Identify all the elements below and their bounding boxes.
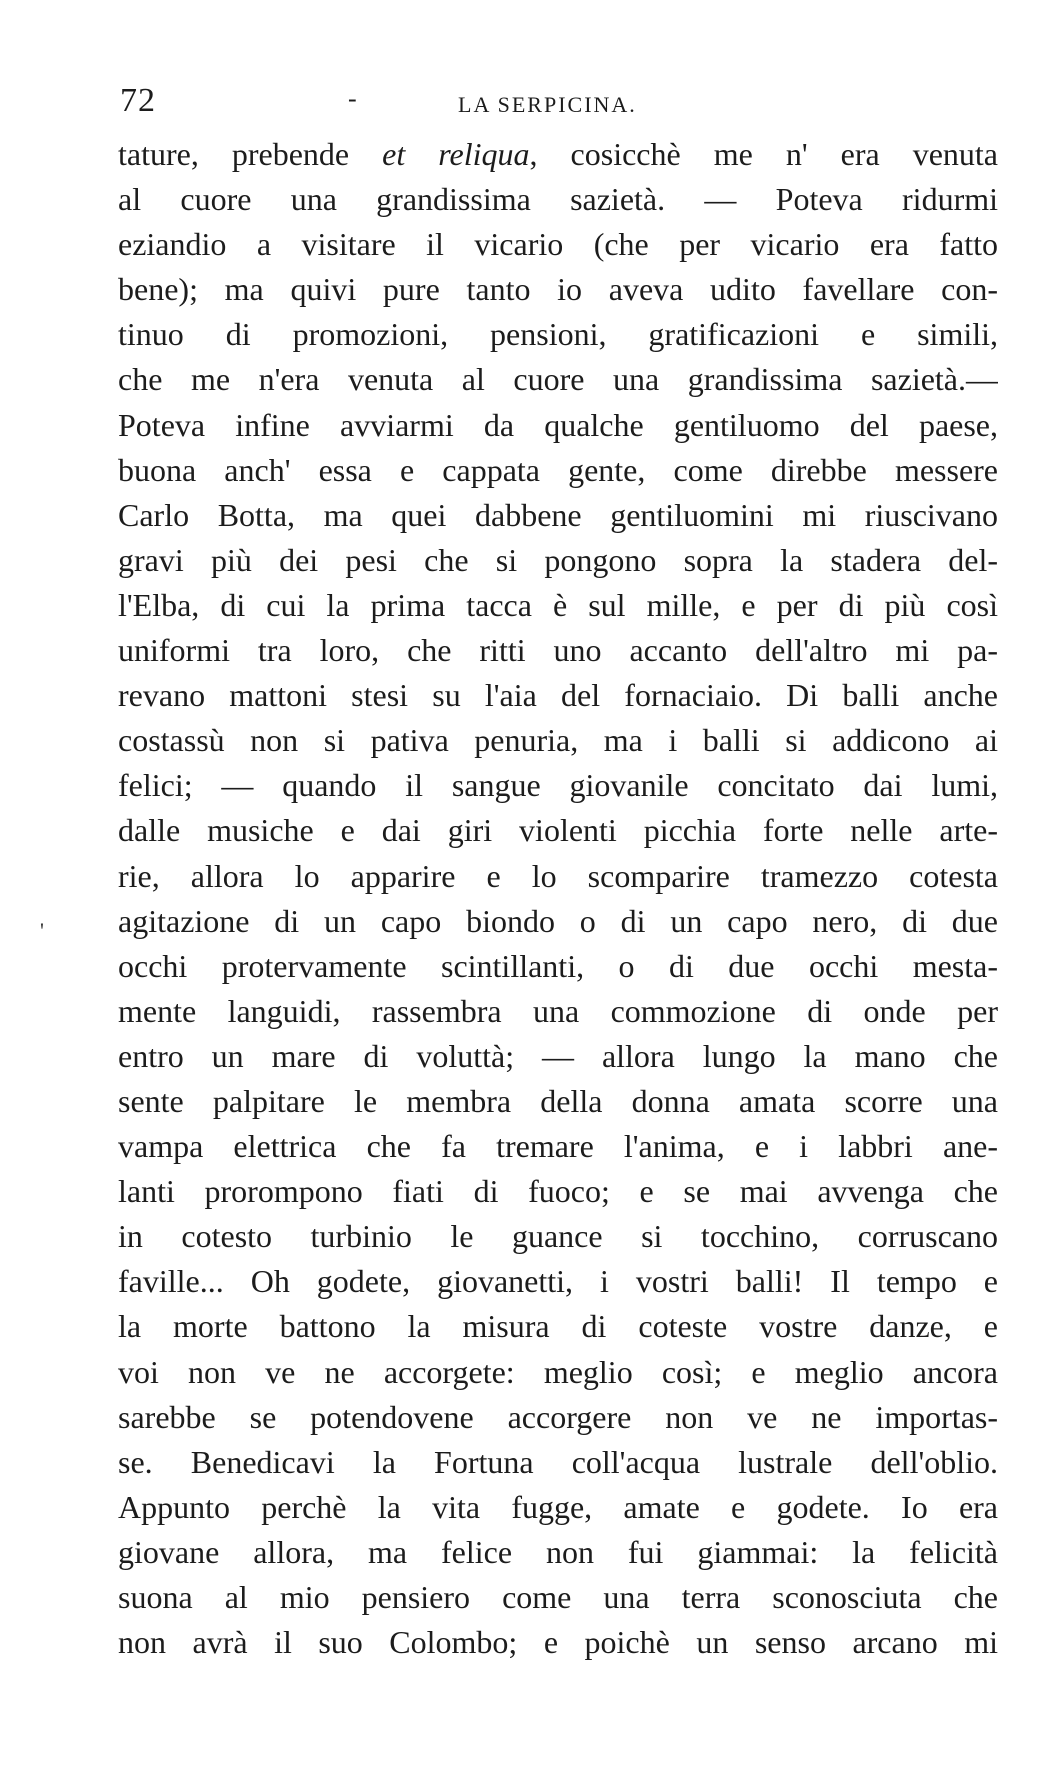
text-line: rie, allora lo apparire e lo scomparire tramezzo cotesta bbox=[118, 857, 998, 894]
text-line: revano mattoni stesi su l'aia del fornaciaio. Di balli anche bbox=[118, 677, 998, 714]
text-line: lanti prorompono fiati di fuoco; e se mai avvenga che bbox=[118, 1173, 998, 1210]
header-dash-mark: - bbox=[348, 84, 357, 113]
page-number: 72 bbox=[120, 82, 156, 119]
text-line: buona anch' essa e cappata gente, come direbbe messere bbox=[118, 451, 998, 488]
running-title: LA SERPICINA. bbox=[458, 92, 637, 117]
text-line: agitazione di un capo biondo o di un capo nero, di due bbox=[118, 902, 998, 939]
text-line: felici; — quando il sangue giovanile concitato dai lumi, bbox=[118, 767, 998, 804]
text-line: eziandio a visitare il vicario (che per vicario era fatto bbox=[118, 226, 998, 263]
page-header bbox=[120, 78, 1000, 128]
text-line: sarebbe se potendovene accorgere non ve ne importas- bbox=[118, 1398, 998, 1435]
text-line: Poteva infine avviarmi da qualche gentiluomo del paese, bbox=[118, 406, 998, 443]
text-line: in cotesto turbinio le guance si tocchino, corruscano bbox=[118, 1218, 998, 1255]
text-line: se. Benedicavi la Fortuna coll'acqua lustrale dell'oblio. bbox=[118, 1443, 998, 1480]
italic-phrase: et reliqua bbox=[382, 136, 530, 172]
body-text bbox=[118, 132, 998, 1665]
text-line: la morte battono la misura di coteste vostre danze, e bbox=[118, 1308, 998, 1345]
text-line: vampa elettrica che fa tremare l'anima, e i labbri ane- bbox=[118, 1128, 998, 1165]
text-line: l'Elba, di cui la prima tacca è sul mille, e per di più così bbox=[118, 586, 998, 623]
text-line: uniformi tra loro, che ritti uno accanto dell'altro mi pa- bbox=[118, 632, 998, 669]
text-line: bene); ma quivi pure tanto io aveva udito favellare con- bbox=[118, 271, 998, 308]
text-line: tature, prebende et reliqua, cosicchè me n' era venuta bbox=[118, 136, 998, 172]
text-line: al cuore una grandissima sazietà. — Poteva ridurmi bbox=[118, 181, 998, 218]
text-line: suona al mio pensiero come una terra sconosciuta che bbox=[118, 1579, 998, 1615]
text-line: faville... Oh godete, giovanetti, i vostri balli! Il tempo e bbox=[118, 1263, 998, 1300]
text-line: mente languidi, rassembra una commozione di onde per bbox=[118, 992, 998, 1029]
text-line: Carlo Botta, ma quei dabbene gentiluomini mi riuscivano bbox=[118, 496, 998, 533]
text-line: tinuo di promozioni, pensioni, gratificazioni e simili, bbox=[118, 316, 998, 353]
text-line: voi non ve ne accorgete: meglio così; e meglio ancora bbox=[118, 1353, 998, 1390]
text-line: giovane allora, ma felice non fui giammai: la felicità bbox=[118, 1533, 998, 1570]
text-line: occhi protervamente scintillanti, o di due occhi mesta- bbox=[118, 947, 998, 984]
text-line: gravi più dei pesi che si pongono sopra la stadera del- bbox=[118, 541, 998, 578]
margin-mark: ' bbox=[40, 918, 44, 943]
text-line: dalle musiche e dai giri violenti picchia forte nelle arte- bbox=[118, 812, 998, 849]
text-line: non avrà il suo Colombo; e poichè un senso arcano mi bbox=[118, 1624, 998, 1661]
text-line: sente palpitare le membra della donna amata scorre una bbox=[118, 1082, 998, 1119]
text-line: entro un mare di voluttà; — allora lungo la mano che bbox=[118, 1037, 998, 1074]
text-line: costassù non si pativa penuria, ma i balli si addicono ai bbox=[118, 722, 998, 759]
text-line: che me n'era venuta al cuore una grandissima sazietà.— bbox=[118, 361, 998, 398]
text-line: Appunto perchè la vita fugge, amate e godete. Io era bbox=[118, 1488, 998, 1525]
